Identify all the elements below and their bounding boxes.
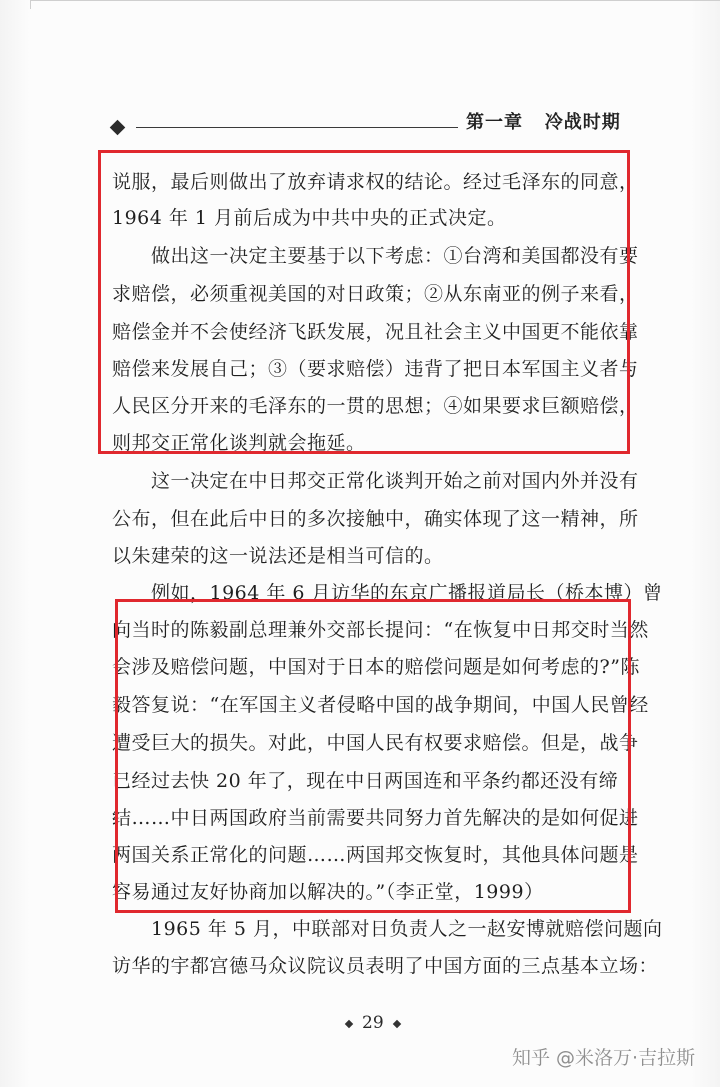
text-line: 做出这一决定主要基于以下考虑：①台湾和美国都没有要 [112,245,639,267]
text-line: 求赔偿，必须重视美国的对日政策；②从东南亚的例子来看， [112,283,639,305]
text-line: 则邦交正常化谈判就会拖延。 [112,432,366,454]
page-number [336,1013,410,1033]
text-line: 会涉及赔偿问题，中国对于日本的赔偿问题是如何考虑的?”陈 [112,656,640,678]
page-number-value: 29 [362,1013,384,1033]
text-line: 已经过去快 20 年了，现在中日两国连和平条约都还没有缔 [112,770,619,792]
text-line: 人民区分开来的毛泽东的一贯的思想；④如果要求巨额赔偿， [112,395,639,417]
text-line: 结……中日两国政府当前需要共同努力首先解决的是如何促进 [112,807,639,829]
text-line: 说服，最后则做出了放弃请求权的结论。经过毛泽东的同意， [112,171,639,193]
text-line: 向当时的陈毅副总理兼外交部长提问：“在恢复中日邦交时当然 [112,619,649,641]
page-top-edge [30,0,720,9]
diamond-icon [345,1019,353,1027]
text-line: 这一决定在中日邦交正常化谈判开始之前对国内外并没有 [112,470,639,492]
text-line: 访华的宇都宫德马众议院议员表明了中国方面的三点基本立场： [112,955,659,977]
text-line: 以朱建荣的这一说法还是相当可信的。 [112,545,444,567]
text-line: 赔偿来发展自己；③（要求赔偿）违背了把日本军国主义者与 [112,358,639,380]
diamond-icon [392,1019,400,1027]
watermark: 知乎 @米洛万·吉拉斯 [512,1047,696,1069]
text-line: 例如，1964 年 6 月访华的东京广播报道局长（桥本博）曾 [112,582,663,604]
text-line: 赔偿金并不会使经济飞跃发展，况且社会主义中国更不能依靠 [112,321,639,343]
text-line: 公布，但在此后中日的多次接触中，确实体现了这一精神，所 [112,508,639,530]
text-line: 两国关系正常化的问题……两国邦交恢复时，其他具体问题是 [112,844,639,866]
diamond-icon [110,120,126,136]
header-rule [136,127,458,128]
text-line: 容易通过友好协商加以解决的。”（李正堂，1999） [112,881,544,903]
chapter-title: 第一章 冷战时期 [466,112,621,133]
text-line: 1965 年 5 月，中联部对日负责人之一赵安博就赔偿问题向 [112,918,663,940]
text-line: 1964 年 1 月前后成为中共中央的正式决定。 [112,207,507,229]
text-line: 遭受巨大的损失。对此，中国人民有权要求赔偿。但是，战争 [112,732,639,754]
text-line: 毅答复说：“在军国主义者侵略中国的战争期间，中国人民曾经 [112,694,649,716]
